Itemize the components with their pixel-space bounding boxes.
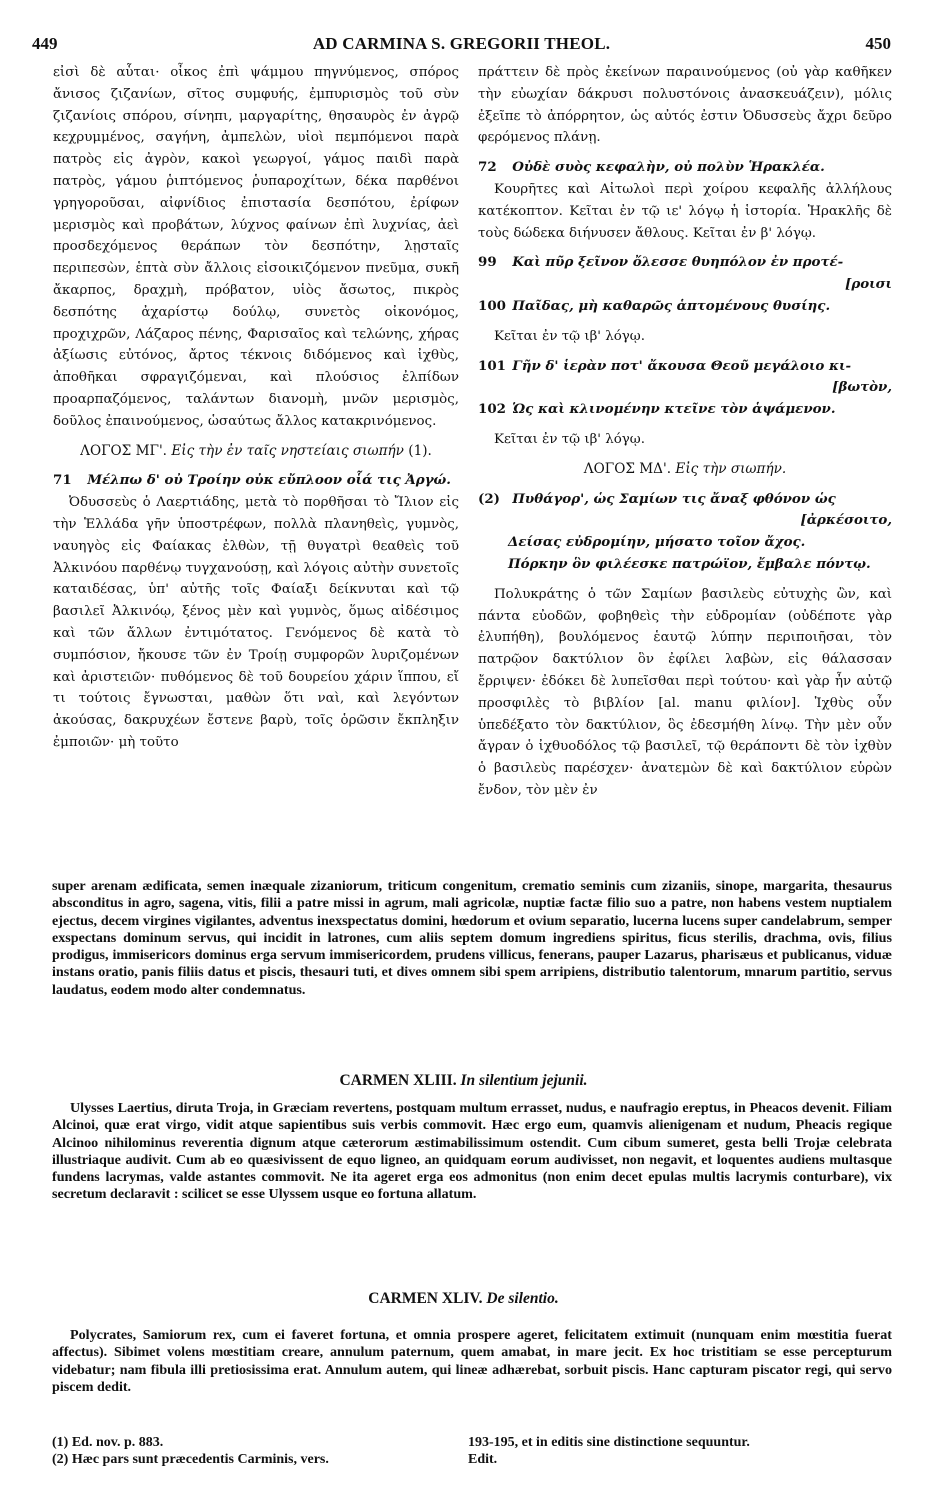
greek-paragraph: εἰσὶ δὲ αὗται· οἶκος ἐπὶ ψάμμου πηγνύμενος, σπόρος ἄνισος ζιζανίων, σῖτος συμφυής, ἐμπυρισμὸς τοῦ σὺν ζιζανίοις σπόρου, σίνηπι, μαργαρίτης, θησαυρὸς ἐν ἀγρῷ κεχρυμμένος, σαγήνη, ἀμπελὼν, υἱοὶ πεμπόμενοι παρὰ πατρὸς εἰς ἀγρὸν, κακοὶ γεωργοί, γάμος παιδὶ παρὰ πατρὸς, γάμου ῥιπτόμενος ῥυπαροχίτων, δέκα παρθένοι γρηγοροῦσαι, αἰφνίδιος ἐπιστασία δεσπότου, ἐρίφων μερισμὸς καὶ προβάτων, λύχνος φαίνων ἐπὶ λυχνίας, ἀεὶ προσδεχόμενος θεράπων τὸν δεσπότην, λῃσταῖς περιπεσὼν, ἑπτὰ σὺν ἄλλοις εἰσοικιζόμενον πνεῦμα, συκῆ ἄκαρπος, δραχμὴ, πρόβατον, υἱὸς ἄσωτος, πικρὸς δεσπότης ἀχαρίστῳ δούλῳ, συνετὸς οἰκονόμος, προχιχρῶν, Λάζαρος πένης, Φαρισαῖος καὶ τελώνης, χήρας ἀξίωσις εὐτόνος, ἄρτος τέκνοις διδόμενος καὶ ἰχθὺς, ἀποθῆκαι σφραγιζόμεναι, καὶ πλούσιος ἐλπίδων προαρπαζόμενος, ταλάντων διανομὴ, μνῶν μερισμὸς, δοῦλος ἐπαινούμενος, ὡσαύτως ἄλλος κατακρινόμενος. <box>53 65 459 429</box>
footnote-continuation: Edit. <box>468 1452 498 1467</box>
latin-block <box>52 1327 892 1396</box>
verse-lemma <box>478 356 892 378</box>
verse-lemma <box>478 489 892 511</box>
verse-continuation: [ἀρκέσοιτο, <box>800 512 892 529</box>
latin-block <box>52 878 892 999</box>
page-number-left: 449 <box>32 34 58 53</box>
latin-block <box>52 1100 892 1204</box>
footnote: (1) Ed. nov. p. 883. <box>52 1435 164 1450</box>
footnotes-right <box>468 1434 892 1468</box>
greek-paragraph: πράττειν δὲ πρὸς ἐκείνων παραινούμενος (οὐ γὰρ καθῆκεν τὴν εὐωχίαν δάκρυσι πολυστόνοις ἀνασκευάζειν), μόλις ἐξεῖπε τὸ ἀπόρρητον, ὡς αὐτός ἐστιν Ὀδυσσεὺς ἄχρι δεῦρο φερόμενος πλάνῃ. <box>478 65 892 146</box>
footnote-ref: (1). <box>408 442 432 459</box>
greek-paragraph: Πολυκράτης ὁ τῶν Σαμίων βασιλεὺς εὐτυχὴς ὢν, καὶ πάντα εὐοδῶν, φοβηθεὶς τὴν εὐδρομίαν (οὐδέποτε γὰρ ἐλυπήθη), βουλόμενος ἑαυτῷ λύπην περιποιῆσαι, τὸν πατρῷον δακτύλιον ὃν ἐφίλει λαβὼν, εἰς θάλασσαν ἔρριψεν· ἐδόκει δὲ λυπεῖσθαι περὶ τούτου· καὶ γὰρ ἦν αὐτῷ προσφιλὲς τὸ βιβλίον [al. manu φιλίον]. Ἰχθὺς οὖν ὑπεδέξατο τὸν δακτύλιον, ὃς ἐδεσμήθη λίνῳ. Τὴν μὲν οὖν ἄγραν ὁ ἰχθυοδόλος τῷ βασιλεῖ, τῷ θεράποντι δὲ τὸν ἰχθὺν ὁ βασιλεὺς παρέσχεν· ἀνατεμὼν δὲ καὶ δακτύλιον εὑρὼν ἔνδον, τὸν μὲν ἐν <box>478 586 892 798</box>
carmen-title: In silentium jejunii. <box>460 1072 588 1089</box>
verse-number: 100 <box>478 297 506 314</box>
logos-number: ΛΟΓΟΣ ΜΔ'. <box>583 460 672 477</box>
logos-heading <box>478 459 892 481</box>
verse-text: Οὐδὲ συὸς κεφαλὴν, οὐ πολὺν Ἡρακλέα. <box>512 159 825 176</box>
carmen-title: De silentio. <box>486 1290 559 1307</box>
verse-text: Ὡς καὶ κλινομένην κτεῖνε τὸν ἁψάμενον. <box>512 401 836 418</box>
latin-paragraph: Ulysses Laertius, diruta Troja, in Græciam revertens, postquam multum errasset, nudus, e naufragio ereptus, in Pheacos devenit. Filiam Alcinoi, quæ erat virgo, vidit atque sapientibus suis verbis commovit. Hæc ergo eum, quamvis alienigenam et nudum, Pheacis regique Alcinoo nihilominus reverentia dignum atque cæterorum æstimabilissimum ostendit. Cum cibum sumeret, gesta belli Trojæ celebrata illustriaque audivit. Cum ab eo quæsivissent de equo ligneo, an quidquam eorum audivisset, non negavit, et loquentes audiens multasque fundens lacrymas, valde astantes commovit. Ne ita ageret erga eos admonitus (non enim decet epulas multis lacrymis conturbare), vix secretum declaravit : scilicet se esse Ulyssem usque eo fortuna allatum. <box>52 1100 892 1203</box>
verse-lemma <box>53 470 459 492</box>
verse-lemma <box>478 399 892 421</box>
footnote: (2) Hæc pars sunt præcedentis Carminis, vers. <box>52 1452 329 1467</box>
footnotes-left <box>52 1434 462 1468</box>
carmen-number: CARMEN XLIV. <box>368 1290 483 1307</box>
verse-text: Πυθάγορ', ὡς Σαμίων τις ἄναξ φθόνον ὡς <box>512 490 836 507</box>
latin-paragraph: super arenam ædificata, semen inæquale zizaniorum, triticum congenitum, crematio seminis cum zizaniis, sinope, margarita, thesaurus absconditus in agro, sagena, vitis, filii a patre missi in agrum, mali agricolæ, nuptiæ factæ filio suo a patre, non habens vestem nuptialem ejectus, decem virgines vigilantes, adventus inexspectatus domini, hœdorum et ovium separatio, lucerna lucens super candelabrum, semper exspectans dominum servus, qui incidit in latrones, cum aliis septem domum ingrediens spiritus, ficus sterilis, drachma, ovis, filius prodigus, immisericors dominus erga servum immisericordem, prudens villicus, fenerans, pauper Lazarus, pharisæus et publicanus, viduæ instans oratio, panis filiis datus et piscis, thesauri tuti, et dives omnem sibi spem arripiens, distributio talentorum, mnarum partitio, servus laudatus, eodem modo alter condemnatus. <box>52 878 892 998</box>
greek-column-left <box>53 62 459 754</box>
greek-column-right <box>478 62 892 802</box>
greek-note: Κεῖται ἐν τῷ ιβ' λόγῳ. <box>494 328 645 344</box>
verse-text: Παῖδας, μὴ καθαρῶς ἁπτομένους θυσίης. <box>512 297 831 314</box>
footnote-mark: (2) <box>478 490 500 507</box>
carmen-heading <box>0 1072 927 1090</box>
logos-heading <box>53 441 459 463</box>
greek-note: Κουρῆτες καὶ Αἰτωλοὶ περὶ χοίρου κεφαλῆς ἀλλήλους κατέκοπτον. Κεῖται ἐν τῷ ιε' λόγῳ ἡ ἱστορία. Ἡρακλῆς δὲ τοὺς δώδεκα διήνυσεν ἄθλους. Κεῖται ἐν β' λόγῳ. <box>478 181 892 241</box>
logos-number: ΛΟΓΟΣ ΜΓ'. <box>80 442 168 459</box>
verse-text: Μέλπω δ' οὐ Τροίην οὐκ εὔπλοον οἷά τις Ἀργώ. <box>87 472 451 489</box>
footnote-continuation: 193-195, et in editis sine distinctione sequuntur. <box>468 1435 750 1450</box>
verse-continuation: [ροισι <box>844 276 892 293</box>
running-header <box>32 34 891 56</box>
verse-lemma <box>478 252 892 274</box>
verse-text: Πόρκην ὃν φιλέεσκε πατρώϊον, ἔμβαλε πόντῳ. <box>508 555 871 572</box>
verse-text: Δείσας εὐδρομίην, μήσατο τοῖον ἄχος. <box>508 534 806 551</box>
verse-lemma <box>478 296 892 318</box>
verse-text: Καὶ πῦρ ξεῖνον ὄλεσσε θυηπόλον ἐν προτέ- <box>512 254 844 271</box>
carmen-heading <box>0 1290 927 1308</box>
running-title: AD CARMINA S. GREGORII THEOL. <box>312 34 611 53</box>
greek-note: Κεῖται ἐν τῷ ιβ' λόγῳ. <box>494 431 645 447</box>
carmen-number: CARMEN XLIII. <box>339 1072 457 1089</box>
verse-number: 102 <box>478 401 506 418</box>
logos-title: Εἰς τὴν ἐν ταῖς νηστείαις σιωπήν <box>171 442 404 459</box>
verse-lemma <box>478 157 892 179</box>
verse-number: 99 <box>478 254 497 271</box>
latin-paragraph: Polycrates, Samiorum rex, cum ei faveret fortuna, et omnia prospere ageret, felicitatem extimuit (nunquam enim mœstitia fuerat affectus). Sibimet volens mœstitiam creare, annulum paternum, quem amabat, in mare jecit. Ex hoc tristitiam se esse percepturum videbatur; nam fibula illi pretiosissima erat. Annulum autem, qui lineæ adhærebat, sorbuit piscis. Hanc capturam piscator regi, qui servo piscem dedit. <box>52 1327 892 1395</box>
greek-paragraph: Ὀδυσσεὺς ὁ Λαερτιάδης, μετὰ τὸ πορθῆσαι τὸ Ἴλιον εἰς τὴν Ἑλλάδα γῆν ὑποστρέφων, πολλὰ πλανηθεὶς, γυμνὸς, ναυηγὸς εἰς Φαίακας ἐλθὼν, τῇ θυγατρὶ θεαθεὶς τοῦ Ἀλκινόου παρθένῳ τυγχανούσῃ, καὶ λόγοις αὐτὴν συνετοῖς καταιδέσας, ὑπ' αὐτῆς τοῖς Φαίαξι δείκνυται καὶ τῷ βασιλεῖ Ἀλκινόῳ, ξένος μὲν καὶ γυμνὸς, ὅμως αἰδέσιμος καὶ τῶν ἄλλων ἐντιμότατος. Γενόμενος δὲ κατὰ τὸ συμπόσιον, ἤκουσε τῶν ἐν Τροίῃ συμφορῶν λυριζομένων καὶ ἀριστειῶν· πυθόμενος δὲ τοῦ δουρείου χάριν ἵππου, εἴ τι τούτοις ἔγνωσται, μαθὼν ὅτι ναὶ, καὶ λεγόντων ἀκούσας, δακρυχέων ἔστενε βαρὺ, τοῖς ὁρῶσιν ἔκπληξιν ἐμποιῶν· μὴ τοῦτο <box>53 495 459 750</box>
page-number-right: 450 <box>865 34 891 53</box>
verse-number: 72 <box>478 159 497 176</box>
verse-text: Γῆν δ' ἱερὰν ποτ' ἄκουσα Θεοῦ μεγάλοιο κι- <box>512 357 852 374</box>
verse-continuation: [βωτὸν, <box>832 379 892 396</box>
verse-number: 101 <box>478 357 506 374</box>
verse-number: 71 <box>53 472 72 489</box>
logos-title: Εἰς τὴν σιωπήν. <box>675 460 787 477</box>
